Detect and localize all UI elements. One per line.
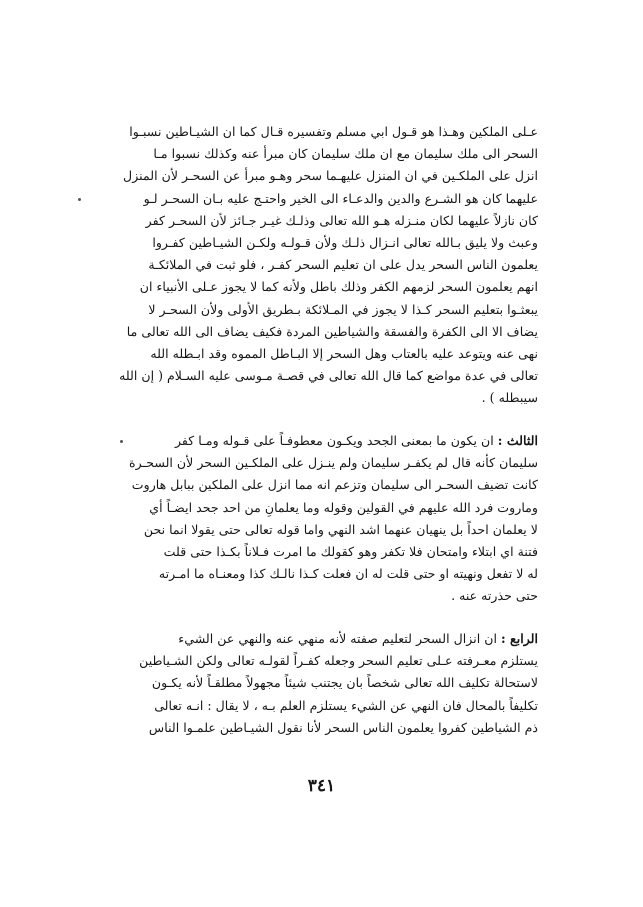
text-line: سيبطله ) . <box>481 390 538 406</box>
text-line: لا يعلمان احداً بل ينهيان عنهما اشد النهي واما قوله تعالى حتى يقولا انما نحن <box>143 521 538 537</box>
margin-speck <box>120 440 123 443</box>
text-line: انهم يعلمون السحر لزمهم الكفر وذلك باطل ولأنه كما لا يجوز عـلى الأنبياء ان <box>139 279 538 295</box>
text-line-rest: ان انزال السحر لتعليم صفته لأنه منهي عنه والنهي عن الشيء <box>178 631 501 646</box>
paragraph-2 <box>108 430 538 608</box>
text-line: عـلى الملكين وهـذا هو قـول ابي مسلم وتفسيره قـال كما ان الشيـاطين نسبـوا <box>129 124 538 139</box>
text-line-rest: ان يكون ما بمعنى الجحد ويكـون معطوفـاً على قـوله ومـا كفر <box>174 433 498 448</box>
text-line: له لا تفعل ونهيته او حتى قلت له ان فعلت كـذا نالـك كذا ومعنـاه ما امـرته <box>158 566 538 582</box>
text-line: تعالى في عدة مواضع كما قال الله تعالى في قصـة مـوسى عليه السـلام ( إن الله <box>119 368 538 384</box>
section-heading-fourth: الرابع : <box>500 631 538 646</box>
text-line: ذم الشياطين كفروا يعلمون الناس السحر لأنا نقول الشيـاطين علمـوا الناس <box>148 719 538 735</box>
text-line: كانت تضيف السحـر الى سليمان وتزعم انه مما انزل على الملكين ببابل هاروت <box>131 477 538 493</box>
text-line: عليهما كان هو الشـرع والدين والدعـاء الى الخير واحتـج عليه بـان السحـر لـو <box>143 190 538 206</box>
text-line: انزل على الملكـين في ان المنزل عليهـما سحر وهـو مبرأ عن السحـر لأن المنزل <box>123 168 538 184</box>
text-line: كان نازلاً عليهما لكان منـزله هـو الله تعالى وذلـك غيـر جـائز لأن السحـر كفر <box>145 212 538 228</box>
page-number: ٣٤١ <box>307 776 336 796</box>
text-line: وعبث ولا يليق بـالله تعالى انـزال ذلـك ولأن قـولـه ولكـن الشيـاطين كفـروا <box>152 235 538 251</box>
text-line: وماروت فرد الله عليهم في القولين وقوله وما يعلمانِ من احد جحد ايضـاً أي <box>149 499 538 515</box>
section-heading-third: الثالث : <box>497 433 538 448</box>
text-line: يضاف الا الى الكفرة والفسقة والشياطين المردة فكيف يضاف الى الله تعالى ما <box>126 323 538 339</box>
text-line <box>108 628 538 650</box>
text-line: لاستحالة تكليف الله تعالى شخصاً بان يجتنب شيئاً مجهولاً مطلقـاً لأنه يكـون <box>151 675 538 691</box>
margin-speck <box>78 198 81 201</box>
text-line: يستلزم معـرفته عـلى تعليم السحر وجعله كفـراً لقولـه تعالى ولكن الشـياطين <box>139 653 538 669</box>
text-line: يعلمون الناس السحر يدل على ان تعليم السحر كفـر ، فلو ثبت في الملائكـة <box>148 257 538 273</box>
text-line: فتنة اي ابتلاء وامتحان فلا تكفر وهو كقولك ما امرت فـلاناً بكـذا حتى قلت <box>163 544 538 560</box>
text-line: نهى عنه ويتوعد عليه بالعتاب وهل السحر إلا البـاطل المموه وقد ابـطله الله <box>150 346 538 362</box>
text-line <box>108 430 538 452</box>
text-line: سليمان كأنه قال لم يكفـر سليمان ولم ينـزل على الملكـين السحر لأن السحـرة <box>128 455 538 471</box>
text-line: السحر الى ملك سليمان مع ان ملك سليمان كان مبرأ عنه وكذلك نسبوا مـا <box>153 146 538 162</box>
text-line: يبعثـوا بتعليم السحر كـذا لا يجوز في المـلائكة بـطريق الأولى ولأن السحـر لا <box>148 301 538 317</box>
text-line: تكليفاً بالمحال فان النهي عن الشيء يستلزم العلم بـه ، لا يقال : انـه تعالى <box>154 697 538 713</box>
text-line: حتى حذرته عنه . <box>451 588 538 604</box>
paragraph-1 <box>108 121 538 410</box>
paragraph-3 <box>108 628 538 739</box>
